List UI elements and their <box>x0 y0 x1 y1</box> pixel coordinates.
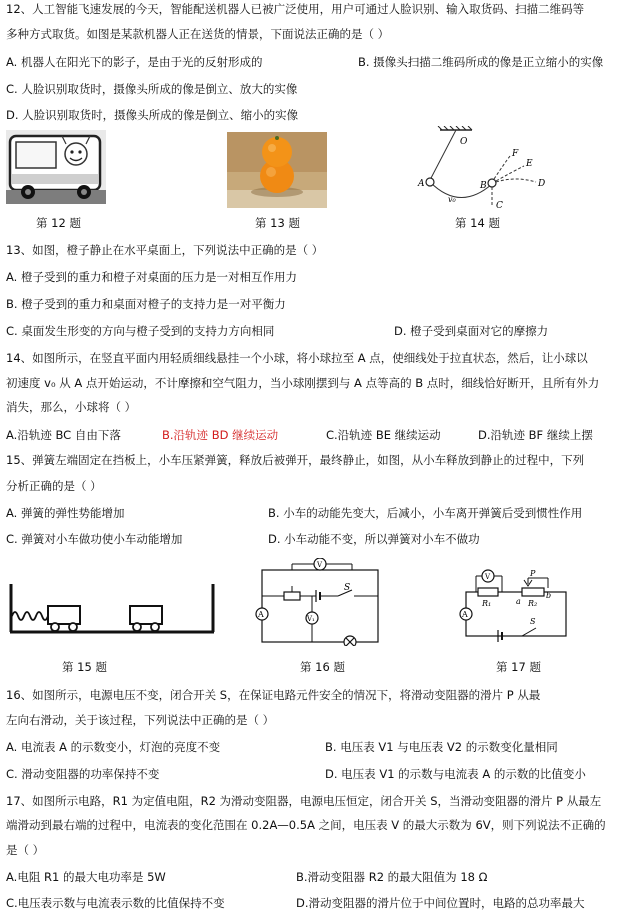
q12-option-a: A. 机器人在阳光下的影子，是由于光的反射形成的 <box>6 55 263 69</box>
label-D: D <box>538 179 546 189</box>
oranges-photo <box>227 132 327 208</box>
spring-cart-diagram <box>8 582 216 642</box>
q15-option-b: B. 小车的动能先变大，后减小，小车离开弹簧后受到惯性作用 <box>268 506 583 520</box>
q15-stem-line2: 分析正确的是（ ） <box>6 479 102 493</box>
figure-17-caption: 第 17 题 <box>496 660 541 674</box>
q17-option-d: D.滑动变阻器的滑片位于中间位置时，电路的总功率最大 <box>296 896 585 910</box>
q12-option-d: D. 人脸识别取货时，摄像头所成的像是倒立、缩小的实像 <box>6 108 299 122</box>
figure-14-caption: 第 14 题 <box>455 216 500 230</box>
point-b-label: b <box>546 591 552 600</box>
q16-stem-line2: 左向右滑动，关于该过程，下列说法中正确的是（ ） <box>6 713 275 727</box>
q15-stem-line1: 15、弹簧左端固定在挡板上，小车压紧弹簧，释放后被弹开，最终静止，如图，从小车释放到静止的过程中，下列 <box>6 453 585 467</box>
figure-13-caption: 第 13 题 <box>255 216 300 230</box>
q15-option-d: D. 小车动能不变，所以弹簧对小车不做功 <box>268 532 480 546</box>
q14-stem-line1: 14、如图所示，在竖直平面内用轻质细线悬挂一个小球，将小球拉至 A 点，使细线处于拉直状态，然后，让小球以 <box>6 351 588 365</box>
q16-option-b: B. 电压表 V1 与电压表 V2 的示数变化量相同 <box>325 740 558 754</box>
label-F: F <box>512 149 519 159</box>
figure-12-caption: 第 12 题 <box>36 216 81 230</box>
q13-option-a: A. 橙子受到的重力和橙子对桌面的压力是一对相互作用力 <box>6 270 297 284</box>
ammeter-A-label: A <box>258 610 264 619</box>
figure-16-caption: 第 16 题 <box>300 660 345 674</box>
q13-option-b: B. 橙子受到的重力和桌面对橙子的支持力是一对平衡力 <box>6 297 286 311</box>
label-v0: v₀ <box>448 195 456 204</box>
q16-option-c: C. 滑动变阻器的功率保持不变 <box>6 767 160 781</box>
q13-option-c: C. 桌面发生形变的方向与橙子受到的支持力方向相同 <box>6 324 275 338</box>
q17-option-c: C.电压表示数与电流表示数的比值保持不变 <box>6 896 225 910</box>
q16-stem-line1: 16、如图所示，电源电压不变，闭合开关 S，在保证电路元件安全的情况下，将滑动变阻器的滑片 P 从最 <box>6 688 541 702</box>
label-C: C <box>496 201 503 211</box>
label-E: E <box>526 159 533 169</box>
circuit-16-diagram <box>252 558 382 646</box>
voltmeter-V1-label: V₁ <box>307 615 315 623</box>
voltmeter-V-label: V <box>485 573 491 581</box>
point-a-label: a <box>516 597 521 606</box>
q14-option-d: D.沿轨迹 BF 继续上摆 <box>478 428 593 442</box>
ammeter-A17-label: A <box>462 610 468 619</box>
q12-option-c: C. 人脸识别取货时，摄像头所成的像是倒立、放大的实像 <box>6 82 298 96</box>
q17-stem-line1: 17、如图所示电路，R1 为定值电阻，R2 为滑动变阻器，电源电压恒定，闭合开关 S，当滑动变阻器的滑片 P 从最左 <box>6 794 602 808</box>
q17-stem-line2: 端滑动到最右端的过程中，电流表的变化范围在 0.2A—0.5A 之间，电压表 V 的最大示数为 6V，则下列说法不正确的 <box>6 818 606 832</box>
q12-stem-line2: 多种方式取货。如图是某款机器人正在送货的情景，下面说法正确的是（ ） <box>6 27 390 41</box>
R2-label: R₂ <box>528 599 538 608</box>
q17-option-a: A.电阻 R1 的最大电功率是 5W <box>6 870 166 884</box>
switch-S-label: S <box>344 583 351 593</box>
q13-option-d: D. 橙子受到桌面对它的摩擦力 <box>394 324 549 338</box>
q15-option-a: A. 弹簧的弹性势能增加 <box>6 506 125 520</box>
delivery-robot-photo <box>6 130 106 204</box>
q14-option-a: A.沿轨迹 BC 自由下落 <box>6 428 121 442</box>
q17-option-b: B.滑动变阻器 R2 的最大阻值为 18 Ω <box>296 870 488 884</box>
label-A: A <box>418 179 425 189</box>
label-B: B <box>480 181 487 191</box>
label-O: O <box>460 137 468 147</box>
q16-option-a: A. 电流表 A 的示数变小，灯泡的亮度不变 <box>6 740 221 754</box>
pendulum-diagram <box>410 126 560 212</box>
q12-option-b: B. 摄像头扫描二维码所成的像是正立缩小的实像 <box>358 55 604 69</box>
q17-stem-line3: 是（ ） <box>6 843 45 857</box>
q14-option-b: B.沿轨迹 BD 继续运动 <box>162 428 279 442</box>
switch-S17-label: S <box>530 617 536 626</box>
voltmeter-top-label: V <box>317 561 323 569</box>
q16-option-d: D. 电压表 V1 的示数与电流表 A 的示数的比值变小 <box>325 767 586 781</box>
circuit-17-diagram <box>458 566 570 642</box>
q14-stem-line2: 初速度 v₀ 从 A 点开始运动，不计摩擦和空气阻力，当小球刚摆到与 A 点等高的 B 点时，细线恰好断开，且所有外力 <box>6 376 600 390</box>
slider-P-label: P <box>530 569 536 578</box>
q15-option-c: C. 弹簧对小车做功使小车动能增加 <box>6 532 183 546</box>
q12-stem-line1: 12、人工智能飞速发展的今天，智能配送机器人已被广泛使用，用户可通过人脸识别、输入取货码、扫描二维码等 <box>6 2 585 16</box>
R1-label: R₁ <box>482 599 492 608</box>
figure-15-caption: 第 15 题 <box>62 660 107 674</box>
q14-stem-line3: 消失，那么，小球将（ ） <box>6 400 137 414</box>
q14-option-c: C.沿轨迹 BE 继续运动 <box>326 428 441 442</box>
q13-stem: 13、如图，橙子静止在水平桌面上，下列说法中正确的是（ ） <box>6 243 324 257</box>
